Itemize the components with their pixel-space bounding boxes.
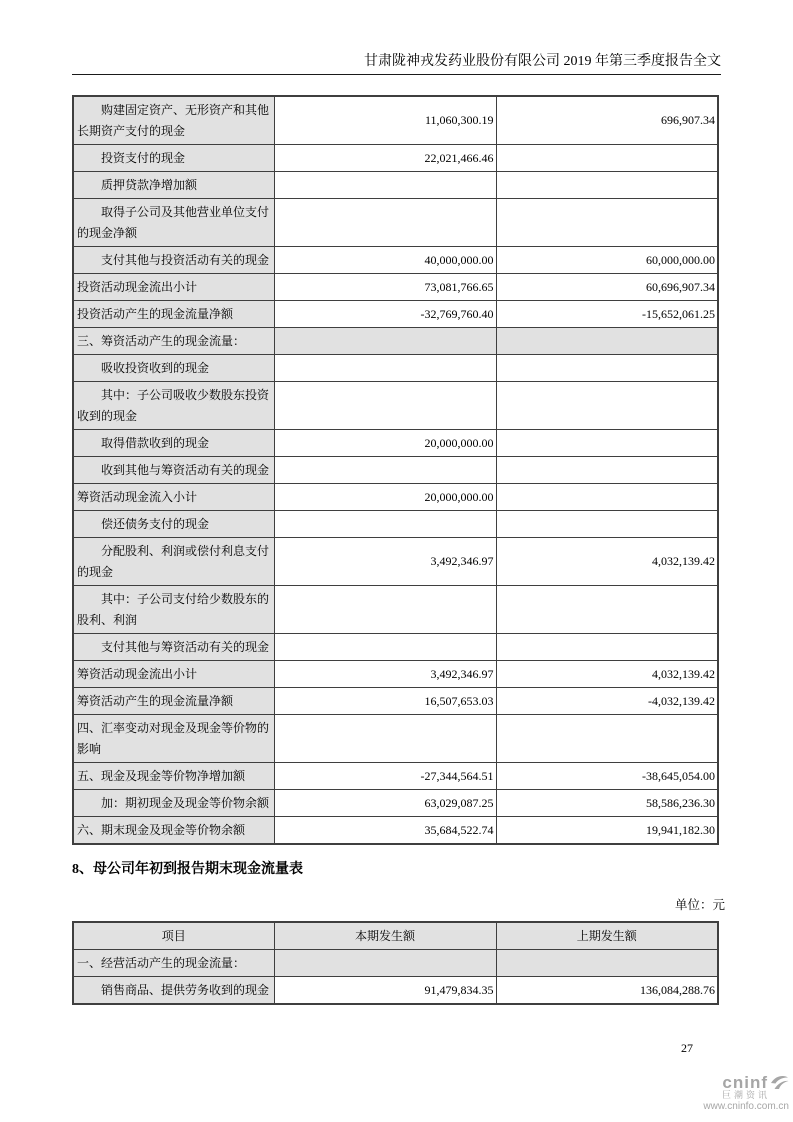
prior-period-amount-cell: 4,032,139.42 — [496, 538, 718, 586]
table-row — [73, 382, 718, 430]
item-label-cell: 分配股利、利润或偿付利息支付的现金 — [73, 538, 274, 586]
current-period-amount-cell: -27,344,564.51 — [274, 763, 496, 790]
table-row — [73, 538, 718, 586]
table-row — [73, 96, 718, 145]
section-header-row — [73, 328, 718, 355]
page-header — [72, 53, 721, 71]
prior-period-amount-cell — [496, 172, 718, 199]
table-row — [73, 145, 718, 172]
item-label-cell: 三、筹资活动产生的现金流量： — [73, 328, 274, 355]
prior-period-amount-cell: 60,696,907.34 — [496, 274, 718, 301]
table-row — [73, 247, 718, 274]
prior-period-amount-cell: -15,652,061.25 — [496, 301, 718, 328]
table-row — [73, 634, 718, 661]
item-label-cell: 购建固定资产、无形资产和其他长期资产支付的现金 — [73, 96, 274, 145]
item-label-cell: 五、现金及现金等价物净增加额 — [73, 763, 274, 790]
logo-brand-row — [703, 1074, 789, 1090]
item-label-cell: 筹资活动现金流入小计 — [73, 484, 274, 511]
logo-brand-text: cninf — [722, 1072, 768, 1092]
prior-period-amount-cell: 58,586,236.30 — [496, 790, 718, 817]
table-row — [73, 172, 718, 199]
table-row — [73, 457, 718, 484]
item-label-cell: 六、期末现金及现金等价物余额 — [73, 817, 274, 845]
current-period-amount-cell — [274, 715, 496, 763]
table-row — [73, 274, 718, 301]
table-row — [73, 586, 718, 634]
current-period-amount-cell — [274, 950, 496, 977]
prior-period-amount-cell — [496, 199, 718, 247]
table-header-row — [73, 922, 718, 950]
table-row — [73, 977, 718, 1005]
column-header-item: 项目 — [73, 922, 274, 950]
item-label-cell: 其中：子公司支付给少数股东的股利、利润 — [73, 586, 274, 634]
current-period-amount-cell: 73,081,766.65 — [274, 274, 496, 301]
item-label-cell: 质押贷款净增加额 — [73, 172, 274, 199]
current-period-amount-cell: 16,507,653.03 — [274, 688, 496, 715]
prior-period-amount-cell: 696,907.34 — [496, 96, 718, 145]
prior-period-amount-cell — [496, 457, 718, 484]
column-header-current-period: 本期发生额 — [274, 922, 496, 950]
current-period-amount-cell — [274, 634, 496, 661]
item-label-cell: 四、汇率变动对现金及现金等价物的影响 — [73, 715, 274, 763]
prior-period-amount-cell: 60,000,000.00 — [496, 247, 718, 274]
item-label-cell: 投资活动产生的现金流量净额 — [73, 301, 274, 328]
item-label-cell: 销售商品、提供劳务收到的现金 — [73, 977, 274, 1005]
prior-period-amount-cell: 136,084,288.76 — [496, 977, 718, 1005]
section-heading: 8、母公司年初到报告期末现金流量表 — [72, 862, 303, 877]
prior-period-amount-cell — [496, 145, 718, 172]
prior-period-amount-cell — [496, 355, 718, 382]
current-period-amount-cell: 91,479,834.35 — [274, 977, 496, 1005]
current-period-amount-cell — [274, 511, 496, 538]
current-period-amount-cell: 63,029,087.25 — [274, 790, 496, 817]
column-header-prior-period: 上期发生额 — [496, 922, 718, 950]
prior-period-amount-cell — [496, 715, 718, 763]
item-label-cell: 一、经营活动产生的现金流量： — [73, 950, 274, 977]
current-period-amount-cell — [274, 172, 496, 199]
current-period-amount-cell — [274, 586, 496, 634]
prior-period-amount-cell — [496, 586, 718, 634]
prior-period-amount-cell — [496, 328, 718, 355]
table-row — [73, 817, 718, 845]
current-period-amount-cell — [274, 382, 496, 430]
item-label-cell: 筹资活动现金流出小计 — [73, 661, 274, 688]
current-period-amount-cell: 3,492,346.97 — [274, 661, 496, 688]
prior-period-amount-cell: -38,645,054.00 — [496, 763, 718, 790]
table-row — [73, 430, 718, 457]
table-row — [73, 301, 718, 328]
table-row — [73, 715, 718, 763]
current-period-amount-cell: 40,000,000.00 — [274, 247, 496, 274]
current-period-amount-cell: 20,000,000.00 — [274, 484, 496, 511]
item-label-cell: 加：期初现金及现金等价物余额 — [73, 790, 274, 817]
item-label-cell: 筹资活动产生的现金流量净额 — [73, 688, 274, 715]
current-period-amount-cell: -32,769,760.40 — [274, 301, 496, 328]
current-period-amount-cell: 11,060,300.19 — [274, 96, 496, 145]
parent-company-cash-flow-table — [72, 921, 719, 1005]
table-row — [73, 511, 718, 538]
prior-period-amount-cell — [496, 511, 718, 538]
prior-period-amount-cell: 19,941,182.30 — [496, 817, 718, 845]
table-row — [73, 199, 718, 247]
table-row — [73, 790, 718, 817]
current-period-amount-cell: 3,492,346.97 — [274, 538, 496, 586]
logo-chinese-name: 巨潮资讯 — [721, 1090, 770, 1100]
header-divider — [72, 74, 721, 75]
current-period-amount-cell — [274, 199, 496, 247]
item-label-cell: 投资支付的现金 — [73, 145, 274, 172]
cninfo-logo — [703, 1074, 789, 1113]
prior-period-amount-cell — [496, 950, 718, 977]
item-label-cell: 支付其他与筹资活动有关的现金 — [73, 634, 274, 661]
prior-period-amount-cell — [496, 634, 718, 661]
prior-period-amount-cell — [496, 430, 718, 457]
table-row — [73, 763, 718, 790]
item-label-cell: 偿还债务支付的现金 — [73, 511, 274, 538]
item-label-cell: 支付其他与投资活动有关的现金 — [73, 247, 274, 274]
item-label-cell: 投资活动现金流出小计 — [73, 274, 274, 301]
current-period-amount-cell — [274, 328, 496, 355]
section-header-row — [73, 950, 718, 977]
current-period-amount-cell: 22,021,466.46 — [274, 145, 496, 172]
current-period-amount-cell: 35,684,522.74 — [274, 817, 496, 845]
prior-period-amount-cell — [496, 484, 718, 511]
current-period-amount-cell — [274, 355, 496, 382]
item-label-cell: 取得子公司及其他营业单位支付的现金净额 — [73, 199, 274, 247]
prior-period-amount-cell — [496, 382, 718, 430]
report-title: 甘肃陇神戎发药业股份有限公司 2019 年第三季度报告全文 — [364, 54, 721, 69]
current-period-amount-cell: 20,000,000.00 — [274, 430, 496, 457]
logo-url: www.cninfo.com.cn — [703, 1101, 789, 1112]
table-row — [73, 661, 718, 688]
unit-label: 单位：元 — [674, 898, 725, 912]
item-label-cell: 其中：子公司吸收少数股东投资收到的现金 — [73, 382, 274, 430]
item-label-cell: 取得借款收到的现金 — [73, 430, 274, 457]
prior-period-amount-cell: 4,032,139.42 — [496, 661, 718, 688]
current-period-amount-cell — [274, 457, 496, 484]
item-label-cell: 收到其他与筹资活动有关的现金 — [73, 457, 274, 484]
logo-swirl-icon — [770, 1074, 789, 1090]
item-label-cell: 吸收投资收到的现金 — [73, 355, 274, 382]
table-row — [73, 688, 718, 715]
table-row — [73, 355, 718, 382]
table-row — [73, 484, 718, 511]
consolidated-cash-flow-table-continued — [72, 95, 719, 845]
page-number: 27 — [681, 1041, 693, 1055]
prior-period-amount-cell: -4,032,139.42 — [496, 688, 718, 715]
